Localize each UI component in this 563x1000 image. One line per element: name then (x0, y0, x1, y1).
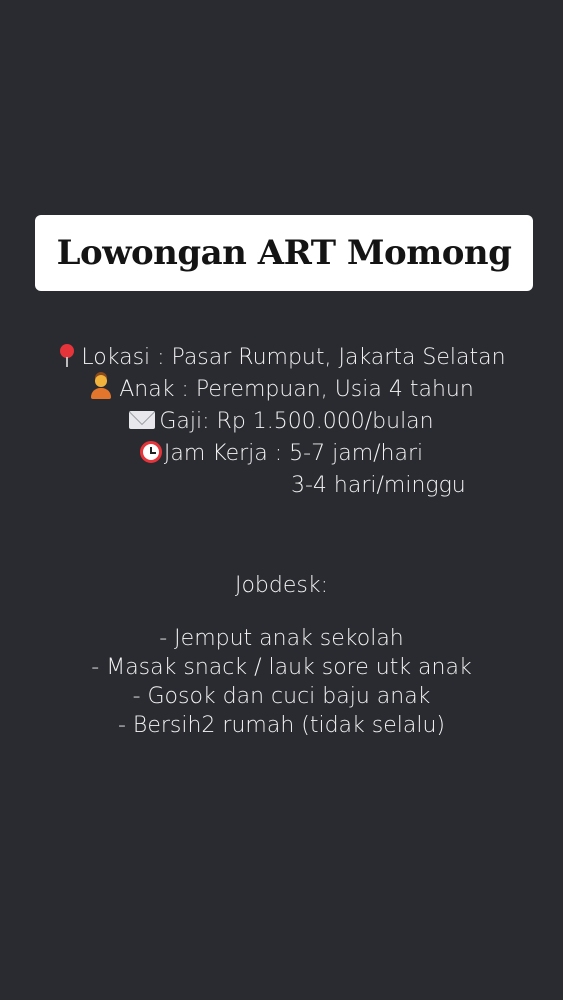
list-item: - Jemput anak sekolah (159, 626, 404, 651)
hours-text: Jam Kerja : 5-7 jam/hari (163, 441, 424, 466)
jobdesk-list (0, 624, 563, 740)
child-line (0, 374, 563, 406)
days-text: 3-4 hari/minggu (291, 473, 466, 498)
job-info (0, 342, 563, 502)
alarm-clock-icon (140, 441, 162, 463)
title-card (35, 215, 533, 291)
list-item: - Bersih2 rumah (tidak selalu) (118, 713, 445, 738)
envelope-icon (129, 411, 155, 429)
location-line (0, 342, 563, 374)
salary-text: Gaji: Rp 1.500.000/bulan (159, 409, 434, 434)
list-item: - Gosok dan cuci baju anak (132, 684, 431, 709)
list-item: - Masak snack / lauk sore utk anak (91, 655, 472, 680)
hours-line (0, 438, 563, 470)
salary-line (0, 406, 563, 438)
jobdesk-heading: Jobdesk: (234, 573, 329, 598)
round-pushpin-icon (57, 343, 77, 367)
days-line (0, 470, 563, 502)
child-text: Anak : Perempuan, Usia 4 tahun (119, 377, 474, 402)
page-title: Lowongan ART Momong (56, 233, 512, 273)
person-icon (89, 375, 113, 399)
location-text: Lokasi : Pasar Rumput, Jakarta Selatan (81, 345, 506, 370)
